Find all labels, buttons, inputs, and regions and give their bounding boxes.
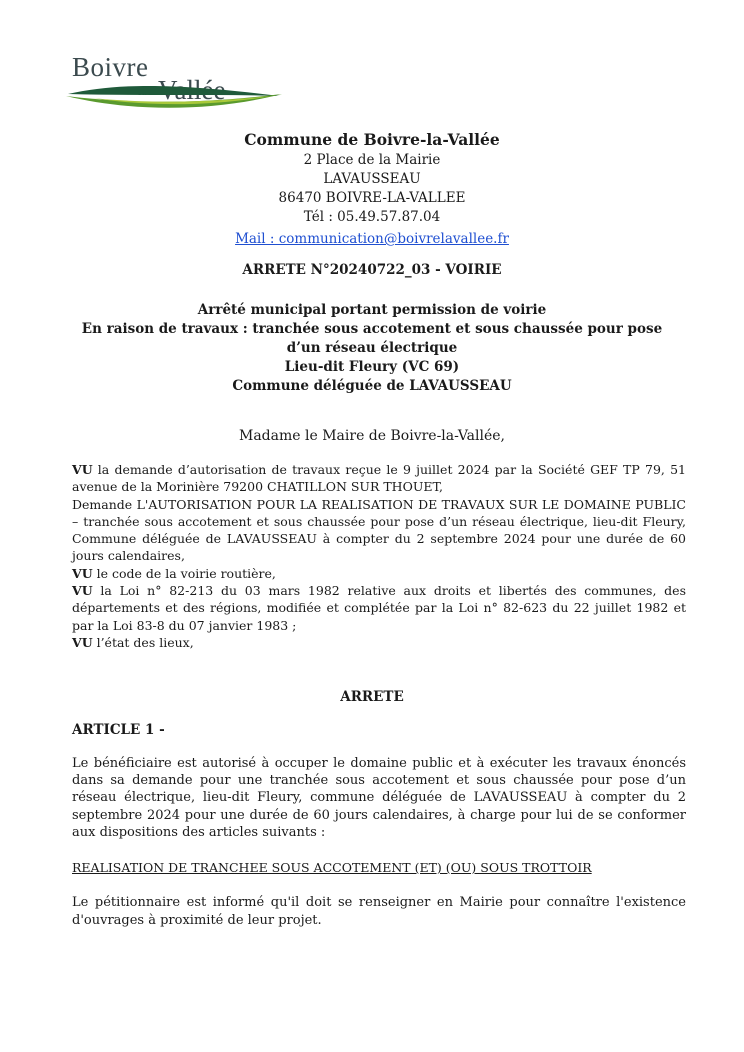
arrete-number: ARRETE N°20240722_03 - VOIRIE <box>242 262 502 278</box>
vu-considerations <box>72 461 686 651</box>
subject-line-4: Lieu-dit Fleury (VC 69) <box>284 359 460 375</box>
commune-title: Commune de Boivre-la-Vallée <box>244 130 500 149</box>
boivre-la-vallee-logo <box>62 48 292 128</box>
vu-demande: Demande L'AUTORISATION POUR LA REALISATION DE TRAVAUX SUR LE DOMAINE PUBLIC – tranchée sous accotement et sous chaussée pour pose d’un réseau électrique, lieu-dit Fleury, Commune déléguée de LAVAUSSEAU à compter du 2 septembre 2024 pour une durée de 60 jours calendaires, <box>72 496 686 564</box>
vu-text: l’état des lieux, <box>92 634 194 650</box>
vu-item <box>72 634 686 651</box>
mail-link[interactable]: Mail : communication@boivrelavallee.fr <box>235 231 509 247</box>
article-1-heading: ARTICLE 1 - <box>72 722 165 738</box>
vu-label: VU <box>72 583 93 599</box>
phone-line: Tél : 05.49.57.87.04 <box>303 209 441 225</box>
subject-line-2: En raison de travaux : tranchée sous accotement et sous chaussée pour pose <box>81 321 663 337</box>
address-line-1: 2 Place de la Mairie <box>303 152 441 168</box>
vu-text: le code de la voirie routière, <box>92 565 276 581</box>
vu-label: VU <box>72 565 93 581</box>
address-line-2: LAVAUSSEAU <box>323 171 421 187</box>
subject-line-3: d’un réseau électrique <box>286 340 458 356</box>
arrete-heading: ARRETE <box>340 689 404 705</box>
vu-label: VU <box>72 462 93 477</box>
address-line-3: 86470 BOIVRE-LA-VALLEE <box>278 190 466 206</box>
vu-text: la Loi n° 82-213 du 03 mars 1982 relative aux droits et libertés des communes, des départements et des régions, modifiée et complétée par la Loi n° 82-623 du 22 juillet 1982 et par la Loi 83-8 du 07 janvier 1983 ; <box>72 583 686 633</box>
vu-item <box>72 565 686 582</box>
salutation: Madame le Maire de Boivre-la-Vallée, <box>239 428 505 444</box>
logo-word-boivre: Boivre <box>72 52 149 82</box>
vu-text: la demande d’autorisation de travaux reçue le 9 juillet 2024 par la Société GEF TP 79, 51 avenue de la Morinière 79200 CHATILLON SUR THOUET, <box>72 462 686 495</box>
vu-item <box>72 582 686 634</box>
vu-item <box>72 461 686 496</box>
subject-line-1: Arrêté municipal portant permission de voirie <box>197 302 547 318</box>
subject-line-5: Commune déléguée de LAVAUSSEAU <box>232 378 512 394</box>
information-paragraph: Le pétitionnaire est informé qu'il doit se renseigner en Mairie pour connaître l'existence d'ouvrages à proximité de leur projet. <box>72 895 686 928</box>
arrete-subject <box>0 301 744 396</box>
vu-label: VU <box>72 634 93 650</box>
logo-swoosh-icon <box>62 74 287 114</box>
section-title: REALISATION DE TRANCHEE SOUS ACCOTEMENT (ET) (OU) SOUS TROTTOIR <box>72 860 592 875</box>
article-1-paragraph: Le bénéficiaire est autorisé à occuper le domaine public et à exécuter les travaux énoncés dans sa demande pour une tranchée sous accotement et sous chaussée pour pose d’un réseau électrique, lieu-dit Fleury, commune déléguée de LAVAUSSEAU à compter du 2 septembre 2024 pour une durée de 60 jours calendaires, à charge pour lui de se conformer aux dispositions des articles suivants : <box>72 756 686 840</box>
